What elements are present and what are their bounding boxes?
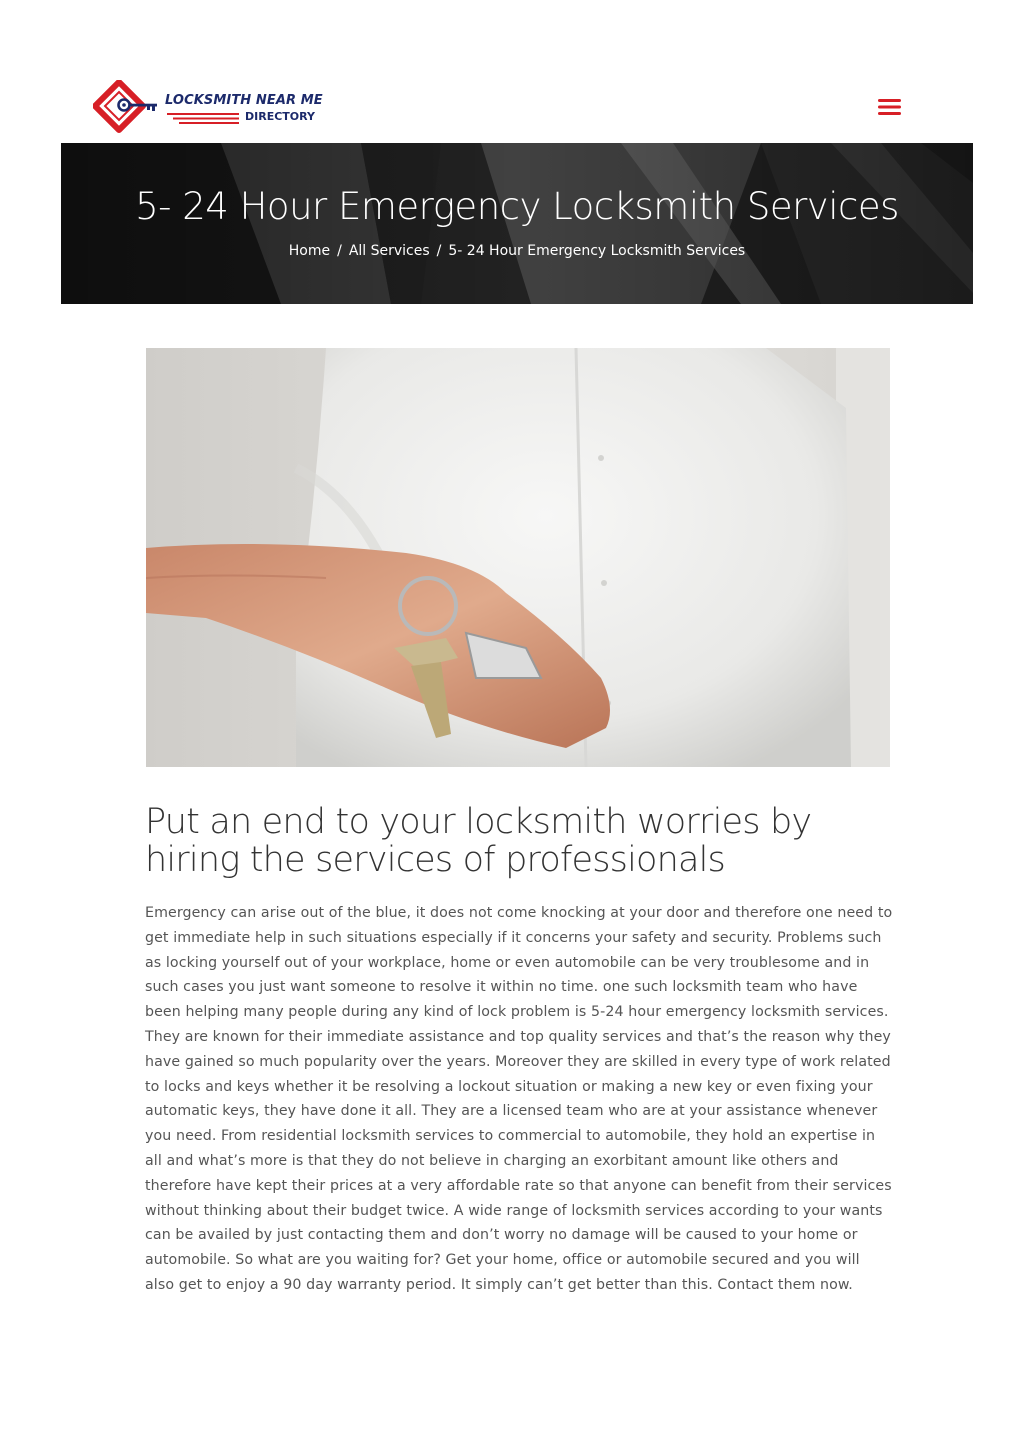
site-header xyxy=(0,0,1024,143)
logo-speed-lines xyxy=(167,111,239,125)
logo-title: LOCKSMITH NEAR ME xyxy=(165,93,323,108)
menu-button[interactable] xyxy=(877,96,903,118)
page-title: 5- 24 Hour Emergency Locksmith Services xyxy=(135,185,899,228)
logo-subtitle: DIRECTORY xyxy=(245,110,315,123)
breadcrumb-all-services-link[interactable]: All Services xyxy=(348,243,430,259)
hand-holding-keys-photo xyxy=(146,348,890,767)
page-hero-banner xyxy=(61,143,973,304)
hamburger-menu-icon xyxy=(877,96,903,118)
article-body-text: Emergency can arise out of the blue, it does not come knocking at your door and therefore one need to get immediate help in such situations especially if it concerns your safety and security. Problems such as locking yourself out of your workplace, home or even automobile can be very troublesome and in such cases you just want someone to resolve it within no time. one such locksmith team who have been helping many people during any kind of lock problem is 5-24 hour emergency locksmith services. They are known for their immediate assistance and top quality services and that’s the reason why they have gained so much popularity over the years. Moreover they are skilled in every type of work related to locks and keys whether it be resolving a lockout situation or making a new key or even fixing your automatic keys, they have done it all. They are a licensed team who are at your assistance whenever you need. From residential locksmith services to commercial to automobile, they hold an expertise in all and what’s more is that they do not believe in charging an exorbitant amount like others and therefore have kept their prices at a very affordable rate so that anyone can benefit from their services without thinking about their budget twice. A wide range of locksmith services according to your wants can be availed by just contacting them and don’t worry no damage will be caused to your home or automobile. So what are you waiting for? Get your home, office or automobile secured and you will also get to enjoy a 90 day warranty period. It simply can’t get better than this. Contact them now. xyxy=(145,905,893,1293)
breadcrumb xyxy=(61,243,973,259)
article-heading: Put an end to your locksmith worries by hiring the services of professionals xyxy=(145,802,812,880)
breadcrumb-current-page: 5- 24 Hour Emergency Locksmith Services xyxy=(448,243,746,259)
site-logo[interactable] xyxy=(93,80,333,136)
key-logo-icon xyxy=(93,80,165,136)
breadcrumb-home-link[interactable]: Home xyxy=(288,243,331,259)
breadcrumb-separator: / xyxy=(436,243,442,259)
breadcrumb-separator: / xyxy=(337,243,342,259)
